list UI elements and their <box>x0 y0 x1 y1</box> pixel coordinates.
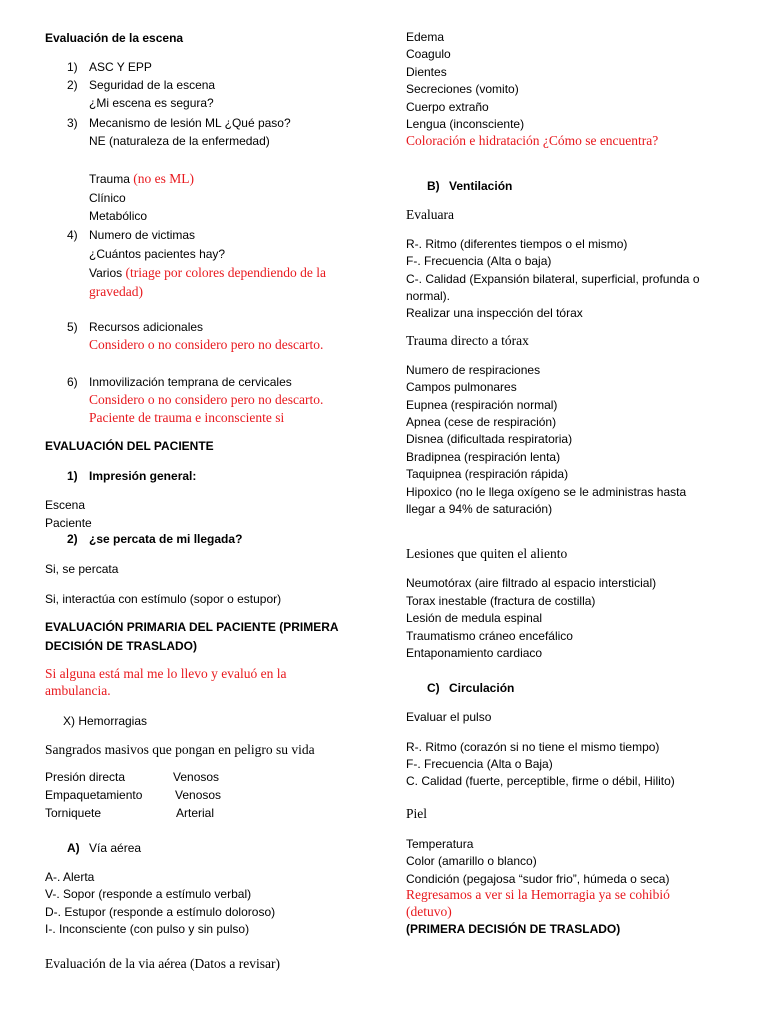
table-cell: Arterial <box>176 806 215 820</box>
list-item: F-. Frecuencia (Alta o baja) <box>406 254 552 268</box>
list-item: Taquipnea (respiración rápida) <box>406 467 569 481</box>
red-note: Coloración e hidratación ¿Cómo se encuentra? <box>406 133 659 148</box>
list-item: Edema <box>406 30 445 44</box>
list-item: Hipoxico (no le llega oxígeno se le administras hasta <box>406 485 687 499</box>
list-item: Disnea (dificultada respiratoria) <box>406 432 573 446</box>
list-item: llegar a 94% de saturación) <box>406 502 553 516</box>
list-item: Cuerpo extraño <box>406 100 489 114</box>
clinico: Clínico <box>89 191 126 205</box>
section-heading: C) Circulación <box>427 681 515 695</box>
lesiones: Lesiones que quiten el aliento <box>406 546 568 561</box>
cuantos: ¿Cuántos pacientes hay? <box>89 247 226 261</box>
list-item: 2) Seguridad de la escena <box>67 78 216 92</box>
paciente: Paciente <box>45 516 92 530</box>
list-item: C-. Calidad (Expansión bilateral, superficial, profunda o <box>406 272 700 286</box>
section-heading: DECISIÓN DE TRASLADO) <box>45 639 198 653</box>
item5-note: Considero o no considero pero no descarto. <box>89 337 324 352</box>
list-item: Color (amarillo o blanco) <box>406 854 537 868</box>
table-cell: Venosos <box>173 770 220 784</box>
section-heading: X) Hemorragias <box>63 714 148 728</box>
list-item: Lengua (inconsciente) <box>406 117 525 131</box>
trauma-torax: Trauma directo a tórax <box>406 333 529 348</box>
table-cell: Torniquete <box>45 806 102 820</box>
list-item: 2) ¿se percata de mi llegada? <box>67 532 243 546</box>
red-note: Si alguna está mal me lo llevo y evaluó en la <box>45 666 287 681</box>
list-item: Apnea (cese de respiración) <box>406 415 557 429</box>
section-heading: A) Vía aérea <box>67 841 142 855</box>
list-item: Campos pulmonares <box>406 380 517 394</box>
red-note: Regresamos a ver si la Hemorragia ya se cohibió <box>406 887 670 902</box>
list-item: Eupnea (respiración normal) <box>406 398 558 412</box>
list-item: Lesión de medula espinal <box>406 611 543 625</box>
list-item: ¿Mi escena es segura? <box>89 96 214 110</box>
list-item: Realizar una inspección del tórax <box>406 306 583 320</box>
varios-line: Varios (triage por colores dependiendo de la <box>89 265 327 280</box>
list-item: A-. Alerta <box>45 870 95 884</box>
si-percata: Si, se percata <box>45 562 119 576</box>
list-item: 4) Numero de victimas <box>67 228 196 242</box>
section-heading: EVALUACIÓN PRIMARIA DEL PACIENTE (PRIMERA <box>45 620 339 634</box>
list-item: Torax inestable (fractura de costilla) <box>406 594 596 608</box>
trauma-line: Trauma (no es ML) <box>89 171 194 186</box>
sangrados: Sangrados masivos que pongan en peligro su vida <box>45 742 315 757</box>
si-interactua: Si, interactúa con estímulo (sopor o estupor) <box>45 592 282 606</box>
list-item: Temperatura <box>406 837 474 851</box>
section-heading: EVALUACIÓN DEL PACIENTE <box>45 439 214 453</box>
list-item: I-. Inconsciente (con pulso y sin pulso) <box>45 922 250 936</box>
list-item: R-. Ritmo (diferentes tiempos o el mismo) <box>406 237 628 251</box>
item6-note: Paciente de trauma e inconsciente si <box>89 410 285 425</box>
list-item: 6) Inmovilización temprana de cervicales <box>67 375 292 389</box>
list-item: normal). <box>406 289 451 303</box>
red-note: (detuvo) <box>406 904 452 919</box>
list-item: Coagulo <box>406 47 451 61</box>
table-cell: Empaquetamiento <box>45 788 143 802</box>
list-item: NE (naturaleza de la enfermedad) <box>89 134 270 148</box>
list-item: D-. Estupor (responde a estímulo doloroso) <box>45 905 276 919</box>
list-item: Bradipnea (respiración lenta) <box>406 450 561 464</box>
metabolico: Metabólico <box>89 209 148 223</box>
list-item: C. Calidad (fuerte, perceptible, firme o débil, Hilito) <box>406 774 675 788</box>
list-item: 1) Impresión general: <box>67 469 197 483</box>
list-item: V-. Sopor (responde a estímulo verbal) <box>45 887 252 901</box>
red-note: ambulancia. <box>45 683 111 698</box>
evaluar-pulso: Evaluar el pulso <box>406 710 492 724</box>
varios-note: gravedad) <box>89 284 143 299</box>
table-cell: Venosos <box>175 788 222 802</box>
list-item: Numero de respiraciones <box>406 363 541 377</box>
table-cell: Presión directa <box>45 770 126 784</box>
list-item: 1) ASC Y EPP <box>67 60 152 74</box>
list-item: Dientes <box>406 65 447 79</box>
list-item: 5) Recursos adicionales <box>67 320 204 334</box>
section-heading: B) Ventilación <box>427 179 513 193</box>
list-item: 3) Mecanismo de lesión ML ¿Qué paso? <box>67 116 291 130</box>
list-item: Traumatismo cráneo encefálico <box>406 629 573 643</box>
list-item: Neumotórax (aire filtrado al espacio intersticial) <box>406 576 657 590</box>
piel: Piel <box>406 806 428 821</box>
scene-title: Evaluación de la escena <box>45 31 184 45</box>
item6-note: Considero o no considero pero no descarto. <box>89 392 324 407</box>
list-item: Entaponamiento cardiaco <box>406 646 543 660</box>
evaluara: Evaluara <box>406 207 454 222</box>
section-heading: (PRIMERA DECISIÓN DE TRASLADO) <box>406 922 621 936</box>
eval-via: Evaluación de la via aérea (Datos a revisar) <box>45 956 280 971</box>
list-item: Condición (pegajosa “sudor frio”, húmeda o seca) <box>406 872 670 886</box>
list-item: R-. Ritmo (corazón si no tiene el mismo tiempo) <box>406 740 660 754</box>
list-item: Secreciones (vomito) <box>406 82 519 96</box>
list-item: F-. Frecuencia (Alta o Baja) <box>406 757 553 771</box>
escena: Escena <box>45 498 86 512</box>
